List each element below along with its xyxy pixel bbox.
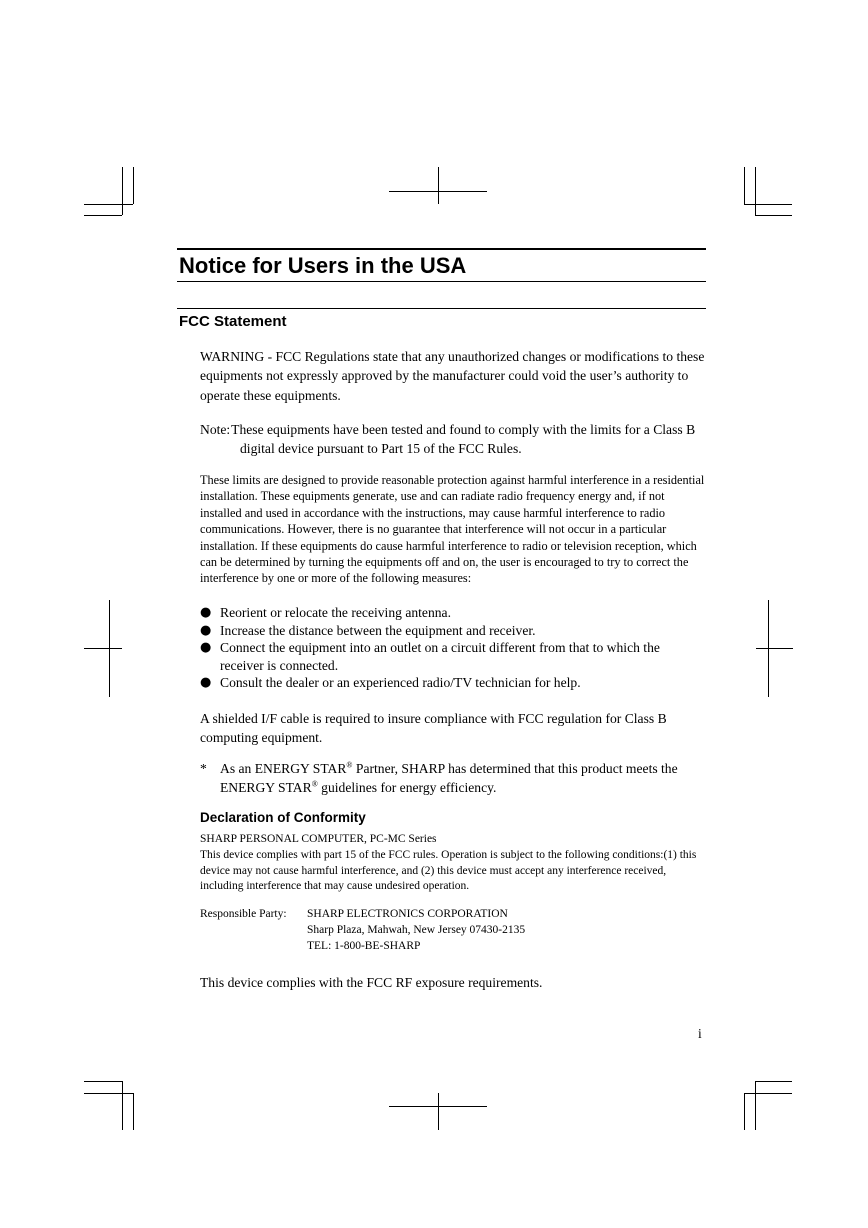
note-label: Note: [200, 422, 231, 437]
party-address: Sharp Plaza, Mahwah, New Jersey 07430-2135 [307, 924, 526, 936]
page-title: Notice for Users in the USA [179, 253, 467, 278]
bullet-icon: ● [200, 675, 212, 691]
asterisk-mark: * [200, 761, 207, 776]
shielded-cable-paragraph: A shielded I/F cable is required to insure compliance with FCC regulation for Class B computing equipment. [200, 711, 667, 746]
page-number: i [698, 1026, 702, 1041]
list-item: ● Increase the distance between the equipment and receiver. [200, 622, 536, 638]
note-text: These equipments have been tested and found to comply with the limits for a Class B digital device pursuant to Part 15 of the FCC Rules. [231, 422, 696, 456]
registered-mark: ® [346, 760, 353, 770]
rf-exposure-paragraph: This device complies with the FCC RF exposure requirements. [200, 975, 543, 990]
bullet-icon: ● [200, 622, 212, 638]
title-bottom-rule [177, 281, 706, 282]
limits-paragraph: These limits are designed to provide reasonable protection against harmful interference in a residential installation. These equipments generate, use and can radiate radio frequency energy and, if not installed and used in accordance with the instructions, may cause harmful interference to radio communications. However, there is no guarantee that interference will not occur in a particular installation. If these equipments do cause harmful interference to radio or television reception, which can be determined by turning the equipments off and on, the user is encouraged to try to correct the interference by one or more of the following measures: [200, 473, 705, 586]
measures-list [200, 604, 705, 692]
bullet-icon: ● [200, 605, 212, 620]
registered-mark: ® [311, 779, 318, 789]
note-block [200, 420, 705, 458]
responsible-party-label: Responsible Party: [200, 908, 287, 920]
declaration-product: SHARP PERSONAL COMPUTER, PC-MC Series [200, 833, 437, 845]
section-rule [177, 308, 706, 309]
warning-paragraph: WARNING - FCC Regulations state that any unauthorized changes or modifications to these equipments not expressly approved by the manufacturer could void the user’s authority to operate these equipments. [200, 349, 705, 403]
list-item: ● Consult the dealer or an experienced radio/TV technician for help. [200, 675, 581, 691]
party-phone: TEL: 1-800-BE-SHARP [307, 940, 421, 952]
declaration-heading: Declaration of Conformity [200, 810, 366, 825]
fcc-statement-heading: FCC Statement [179, 313, 287, 330]
energy-star-note: * As an ENERGY STAR® Partner, SHARP has determined that this product meets the ENERGY STAR® guidelines for energy efficiency. [200, 760, 678, 796]
declaration-text: This device complies with part 15 of the FCC rules. Operation is subject to the following conditions:(1) this device may not cause harmful interference, and (2) this device must accept any interference received, including interference that may cause undesired operation. [200, 849, 697, 893]
party-name: SHARP ELECTRONICS CORPORATION [307, 908, 508, 920]
list-item: ● Connect the equipment into an outlet on a circuit different from that to which the receiver is connected. [200, 640, 660, 673]
list-item: ● Reorient or relocate the receiving antenna. [200, 605, 451, 620]
title-top-rule [177, 248, 706, 250]
bullet-icon: ● [200, 640, 212, 656]
